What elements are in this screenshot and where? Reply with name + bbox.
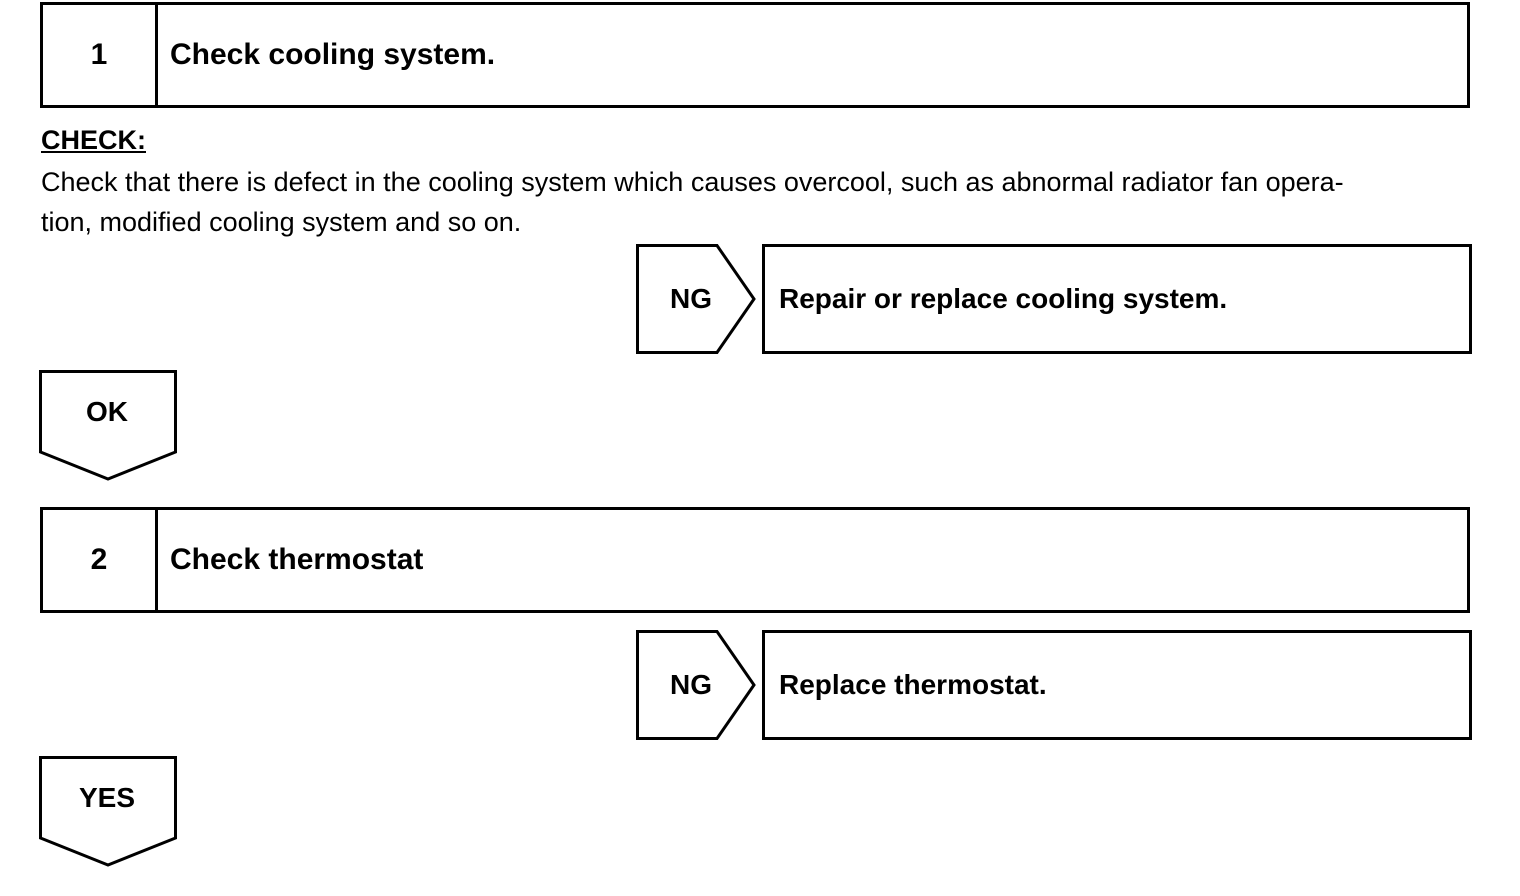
yes-label: YES (78, 782, 136, 813)
ng-label-1: NG (670, 283, 712, 314)
step-1-box (40, 2, 1470, 108)
check-description-line-1: Check that there is defect in the cooling system which causes overcool, such as abnormal radiator fan opera- (41, 167, 1344, 197)
ok-label: OK (86, 396, 128, 427)
step-2-box (40, 507, 1470, 613)
result-box-replace-thermostat: Replace thermostat. (762, 630, 1472, 740)
result-box-repair-cooling: Repair or replace cooling system. (762, 244, 1472, 354)
step-1-number: 1 (43, 5, 158, 105)
step-2-title: Check thermostat (170, 543, 424, 576)
check-heading: CHECK: (41, 125, 146, 155)
step-1-title: Check cooling system. (170, 38, 496, 71)
check-description (41, 162, 1481, 242)
check-description-line-2: tion, modified cooling system and so on. (41, 207, 522, 237)
step-2-number: 2 (43, 510, 158, 610)
ng-label-2: NG (670, 669, 712, 700)
